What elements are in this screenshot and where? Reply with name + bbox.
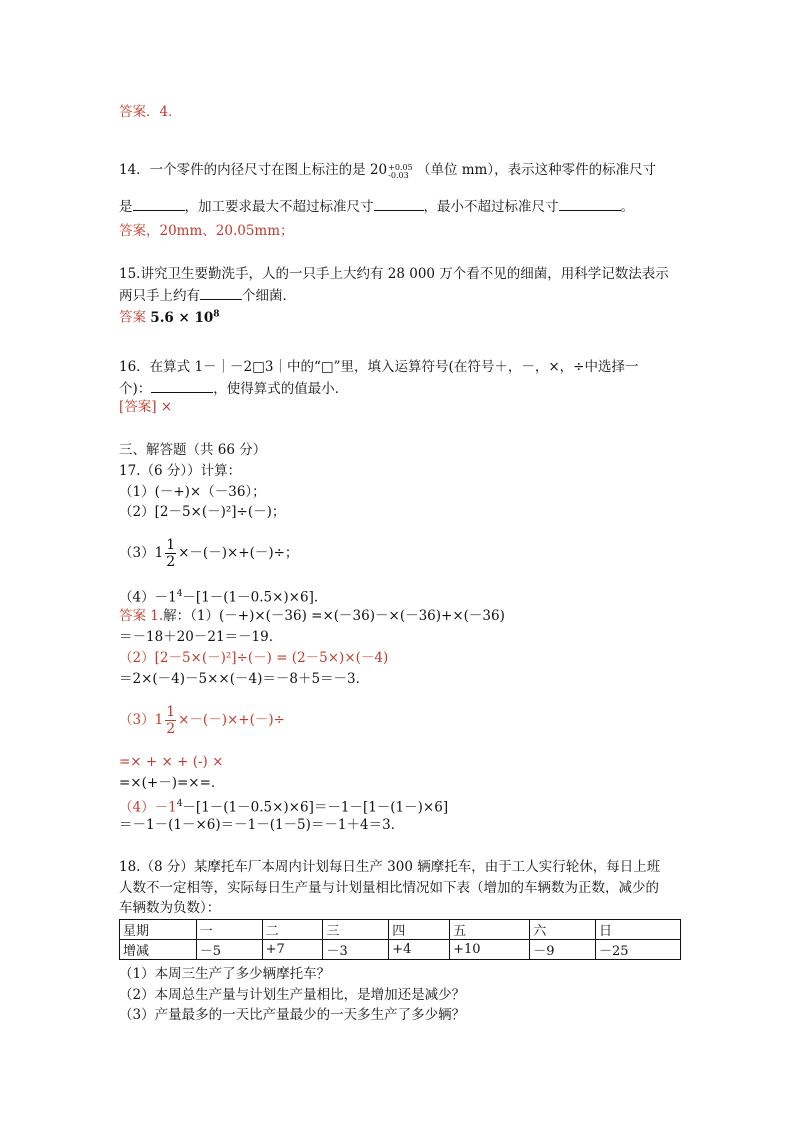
- answer-14: 答案，20mm、20.05mm；: [119, 223, 294, 239]
- q17-a8-b: －[1－(1－0.5×)×6]＝－1－[1－(1－)×6]: [182, 799, 449, 816]
- q17-part-1: （1）(－+)×（－36）；: [119, 484, 266, 500]
- table-cell: 增减: [120, 940, 197, 960]
- answer-15-exponent: 8: [213, 309, 220, 319]
- blank-max-size[interactable]: [374, 196, 424, 211]
- answer-16: [答案] ×: [119, 399, 173, 415]
- q14-text-c: 是: [119, 199, 133, 215]
- table-header-row: [120, 920, 681, 940]
- q15-text-b: 个细菌．: [242, 288, 296, 304]
- q17-a5-b: ×－(－)×+(－)÷: [178, 712, 285, 728]
- q17-a8-exponent: 4: [176, 799, 183, 809]
- table-cell: －3: [323, 940, 389, 960]
- table-cell: +10: [450, 940, 530, 960]
- q17-answer-text-3: （2）[2－5×(－)²]÷(－) = (2－5×)×(－4): [119, 650, 389, 666]
- q18-sub-1: （1）本周三生产了多少辆摩托车？: [119, 966, 331, 982]
- answer-15-base: 5.6 × 10: [150, 309, 214, 326]
- q14-text-f: 。: [620, 199, 634, 215]
- q17-part-2: （2）[2－5×(－)²]÷(－)；: [119, 504, 286, 520]
- answer-15-label: 答案: [119, 309, 146, 326]
- fraction-numerator: 1: [166, 704, 176, 720]
- question-14-line-2: [119, 196, 634, 216]
- fraction: [165, 537, 176, 570]
- q17-p4-b: －[1－(1－0.5×)×6]．: [182, 589, 328, 606]
- answer-13: 答案．4．: [119, 104, 182, 120]
- fraction-numerator: 1: [166, 537, 176, 553]
- q17-answer-line-6: =× + × + (-) ×: [119, 754, 224, 770]
- question-15-line-2: [119, 285, 296, 305]
- q17-answer-line-9: ＝－1－(1－×6)＝－1－(1－5)＝－1＋4＝3．: [119, 817, 405, 833]
- fraction-denominator: 2: [166, 554, 176, 570]
- q17-a8-a: （4）－1: [119, 799, 177, 816]
- q18-sub-3: （3）产量最多的一天比产量最少的一天多生产了多少辆？: [119, 1007, 466, 1023]
- q17-p4-a: （4）－1: [119, 589, 177, 606]
- question-17-title: 17.（6 分））计算：: [119, 463, 242, 479]
- fraction: [165, 704, 176, 737]
- table-cell: 二: [262, 920, 323, 940]
- q17-part-4: [119, 585, 327, 607]
- table-cell: －9: [530, 940, 596, 960]
- q17-answer-text-1: 解：（1）(－+)×(－36) =×(－36)－×(－36)+×(－36): [163, 608, 505, 624]
- blank-standard-size[interactable]: [133, 196, 185, 211]
- q17-part-3: [119, 537, 298, 570]
- table-cell: 一: [196, 920, 262, 940]
- table-cell: 六: [530, 920, 596, 940]
- production-table: [119, 919, 681, 960]
- blank-min-size[interactable]: [559, 196, 621, 211]
- tolerance-lower: -0.03: [388, 171, 409, 180]
- blank-bacteria[interactable]: [200, 285, 242, 300]
- q14-text-e: ，最小不超过标准尺寸: [423, 199, 559, 215]
- q17-answer-line-8: [119, 795, 448, 817]
- q17-answer-line-1: [119, 607, 505, 625]
- table-cell: +7: [262, 940, 323, 960]
- question-14-line-1: [119, 161, 656, 180]
- question-18-line-3: 车辆数为负数）：: [119, 900, 221, 916]
- q16-text-b: ，使得算式的值最小．: [213, 381, 349, 397]
- table-cell: 日: [595, 920, 680, 940]
- question-18-line-1: 18.（8 分）某摩托车厂本周内计划每日生产 300 辆摩托车，由于工人实行轮休，每日上班: [119, 859, 661, 875]
- table-cell: －5: [196, 940, 262, 960]
- table-cell: －25: [595, 940, 680, 960]
- q16-text-a: 个)：: [119, 381, 152, 397]
- q17-p4-exponent: 4: [176, 589, 183, 599]
- blank-operator[interactable]: [151, 378, 213, 393]
- table-cell: 三: [323, 920, 389, 940]
- question-15-line-1: 15.讲究卫生要勤洗手，人的一只手上大约有 28 000 万个看不见的细菌，用科学记数法表示: [119, 266, 669, 282]
- q15-text-a: 两只手上约有: [119, 288, 200, 304]
- tolerance-upper: +0.05: [388, 163, 413, 172]
- q17-p3-a: （3）1: [119, 545, 164, 561]
- q17-p3-b: ×－(－)×+(－)÷；: [178, 545, 299, 561]
- answer-15: [119, 305, 220, 327]
- q17-answer-line-5: [119, 704, 285, 737]
- tolerance: [388, 164, 413, 180]
- fraction-denominator: 2: [166, 721, 176, 737]
- q17-answer-label: 答案 1.: [119, 608, 164, 624]
- question-18-line-2: 人数不一定相等，实际每日生产量与计划量相比情况如下表（增加的车辆数为正数，减少的: [119, 880, 659, 896]
- table-cell: 四: [389, 920, 450, 940]
- q14-text-a: 14．一个零件的内径尺寸在图上标注的是 20: [119, 162, 388, 178]
- q17-a5-a: （3）1: [119, 712, 164, 728]
- table-cell: 星期: [120, 920, 197, 940]
- question-16-line-2: [119, 378, 348, 398]
- q14-text-d: ，加工要求最大不超过标准尺寸: [184, 199, 374, 215]
- question-16-line-1: 16．在算式 1－｜－2□3｜中的“□”里，填入运算符号(在符号＋，－，×，÷中选择一: [119, 359, 639, 375]
- table-row: [120, 940, 681, 960]
- q17-answer-line-2: ＝－18＋20－21＝－19．: [119, 629, 283, 645]
- q18-sub-2: （2）本周总生产量与计划生产量相比，是增加还是减少？: [119, 987, 466, 1003]
- q17-answer-line-7: =×(+－)=×=．: [119, 775, 225, 791]
- q17-answer-line-3: [119, 649, 388, 667]
- section-heading: 三、解答题（共 66 分）: [119, 442, 267, 458]
- q14-text-b: （单位 mm），表示这种零件的标准尺寸: [416, 162, 657, 178]
- table-cell: +4: [389, 940, 450, 960]
- table-cell: 五: [450, 920, 530, 940]
- q17-answer-line-4: ＝2×(－4)－5××(－4)＝－8＋5＝－3．: [119, 671, 370, 687]
